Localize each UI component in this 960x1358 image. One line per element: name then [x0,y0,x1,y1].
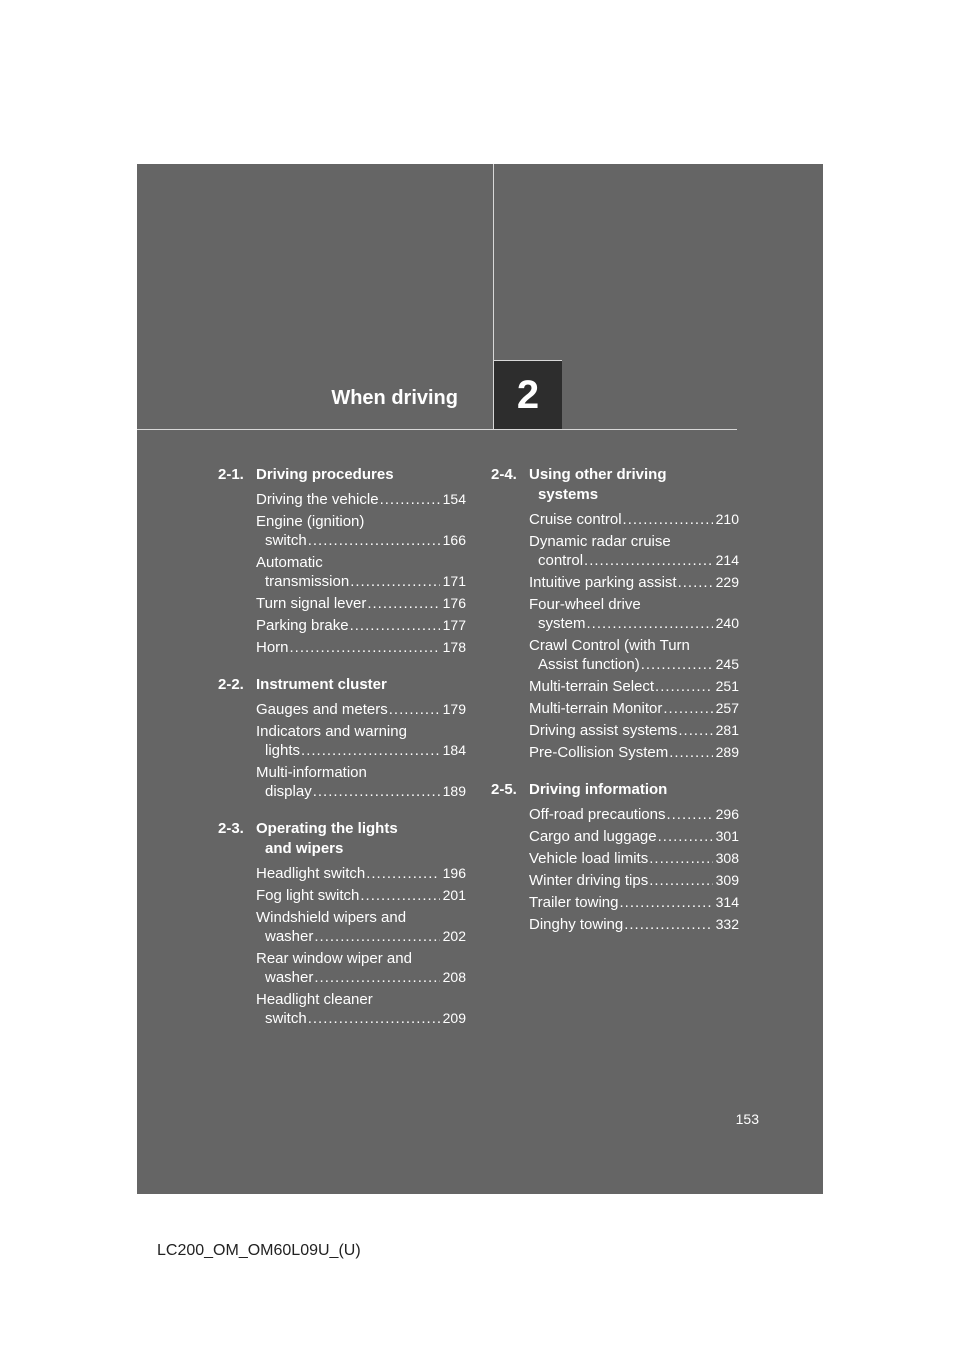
toc-column-right [491,465,741,952]
section-heading [218,675,468,695]
entry-page-number[interactable]: 240 [715,615,739,631]
toc-entry[interactable] [256,763,466,801]
entry-page-number[interactable]: 289 [715,744,739,760]
dot-leader [313,782,440,801]
entry-page-number[interactable]: 179 [442,701,466,717]
dot-leader [380,490,440,509]
toc-entry-row [256,886,466,905]
entry-title: Trailer towing [529,894,619,911]
toc-entry[interactable] [529,893,739,912]
dot-leader [678,721,712,740]
entry-title: Turn signal lever [256,595,367,612]
toc-entry-row [529,827,739,846]
entry-page-number[interactable]: 201 [442,887,466,903]
entry-title: Horn [256,639,289,656]
dot-leader [366,864,439,883]
toc-entry[interactable] [256,490,466,509]
toc-entry-row [256,616,466,635]
entry-page-number[interactable]: 184 [442,742,466,758]
toc-entry[interactable] [256,886,466,905]
section-title: Driving procedures [256,466,394,483]
toc-entry[interactable] [256,908,466,946]
entry-title: Automatic [256,554,323,571]
toc-entry-row [529,677,739,696]
toc-entry[interactable] [529,827,739,846]
section-number: 2-3. [218,820,244,837]
entry-title: switch [265,532,307,549]
entry-title: switch [265,1010,307,1027]
dot-leader [669,743,712,762]
toc-entry-row [256,927,466,946]
entry-title: Vehicle load limits [529,850,649,867]
dot-leader [624,915,712,934]
entry-title: transmission [265,573,350,590]
toc-entry-row [529,893,739,912]
toc-entry-row [529,573,739,592]
toc-entry-row [256,531,466,550]
toc-entry-row [256,490,466,509]
toc-entry-row [256,638,466,657]
entry-title: Multi-terrain Monitor [529,700,663,717]
entry-page-number[interactable]: 176 [442,595,466,611]
page-number: 153 [735,1111,759,1127]
dot-leader [678,573,713,592]
entry-title: Indicators and warning [256,723,407,740]
section-title: Driving information [529,781,668,798]
entry-title: Headlight cleaner [256,991,373,1008]
entry-title: Cargo and luggage [529,828,657,845]
dot-leader [623,510,713,529]
toc-entry[interactable] [256,990,466,1028]
toc-entry[interactable] [529,849,739,868]
entry-page-number[interactable]: 154 [442,491,466,507]
toc-entry[interactable] [256,594,466,613]
section-title: Operating the lights [256,820,398,837]
dot-leader [308,531,440,550]
section-heading [218,819,468,859]
entry-title: Gauges and meters [256,701,388,718]
entry-title: washer [265,928,314,945]
entry-title: Off-road precautions [529,806,666,823]
entry-page-number[interactable]: 296 [715,806,739,822]
toc-entry-row [529,699,739,718]
toc-section [491,465,741,762]
entry-page-number[interactable]: 209 [442,1010,466,1026]
toc-entry[interactable] [529,915,739,934]
section-heading [218,465,468,485]
toc-entry-row [529,510,739,529]
toc-entry[interactable] [529,595,739,633]
toc-entry[interactable] [529,636,739,674]
toc-entry[interactable] [529,743,739,762]
entry-title: Engine (ignition) [256,513,365,530]
entry-title: Intuitive parking assist [529,574,677,591]
divider-horizontal [137,429,737,430]
toc-section [218,819,468,1028]
dot-leader [641,655,713,674]
dot-leader [389,700,440,719]
dot-leader [649,871,712,890]
document-footer: LC200_OM_OM60L09U_(U) [157,1242,361,1259]
toc-section [218,675,468,801]
entry-page-number[interactable]: 308 [715,850,739,866]
chapter-number-tab: 2 [493,360,562,429]
entry-title: Crawl Control (with Turn [529,637,690,654]
toc-entry[interactable] [256,700,466,719]
toc-entry[interactable] [529,573,739,592]
dot-leader [658,827,713,846]
entry-title: Driving assist systems [529,722,678,739]
dot-leader [360,886,439,905]
entry-page-number[interactable]: 251 [715,678,739,694]
entry-title: Driving the vehicle [256,491,379,508]
dot-leader [666,805,712,824]
entry-page-number[interactable]: 177 [442,617,466,633]
toc-entry-row [529,551,739,570]
chapter-title: When driving [331,387,458,409]
toc-entry-row [256,968,466,987]
entry-page-number[interactable]: 257 [715,700,739,716]
section-number: 2-2. [218,676,244,693]
entry-page-number[interactable]: 171 [442,573,466,589]
entry-title: control [538,552,584,569]
toc-entry[interactable] [529,871,739,890]
toc-entry-row [529,721,739,740]
entry-page-number[interactable]: 166 [442,532,466,548]
entry-title: Dynamic radar cruise [529,533,671,550]
toc-entry[interactable] [256,616,466,635]
entry-title: display [265,783,312,800]
dot-leader [649,849,712,868]
dot-leader [301,741,440,760]
entry-page-number[interactable]: 314 [715,894,739,910]
entry-page-number[interactable]: 245 [715,656,739,672]
toc-section [218,465,468,657]
section-title: Instrument cluster [256,676,387,693]
toc-entry[interactable] [529,510,739,529]
entry-title: Cruise control [529,511,622,528]
entry-page-number[interactable]: 281 [715,722,739,738]
entry-page-number[interactable]: 214 [715,552,739,568]
toc-entry-row [529,655,739,674]
entry-page-number[interactable]: 229 [715,574,739,590]
toc-entry[interactable] [529,721,739,740]
section-heading [491,780,741,800]
entry-title: Assist function) [538,656,640,673]
entry-page-number[interactable]: 210 [715,511,739,527]
toc-entry[interactable] [529,805,739,824]
section-number: 2-1. [218,466,244,483]
entry-page-number[interactable]: 332 [715,916,739,932]
entry-title: Four-wheel drive [529,596,641,613]
toc-entry[interactable] [529,532,739,570]
entry-title: Multi-information [256,764,367,781]
toc-entry-row [256,1009,466,1028]
toc-section [491,780,741,934]
toc-entry-row [529,849,739,868]
toc-entry[interactable] [256,864,466,883]
toc-entry[interactable] [256,638,466,657]
entry-title: Rear window wiper and [256,950,412,967]
dot-leader [619,893,712,912]
dot-leader [350,572,439,591]
toc-entry-row [256,572,466,591]
toc-column-left [218,465,468,1046]
entry-page-number[interactable]: 178 [442,639,466,655]
toc-entry-row [529,805,739,824]
toc-entry-row [256,700,466,719]
toc-entry-row [256,864,466,883]
dot-leader [314,968,439,987]
toc-entry[interactable] [256,512,466,550]
dot-leader [663,699,712,718]
entry-page-number[interactable]: 301 [715,828,739,844]
toc-entry[interactable] [529,699,739,718]
section-number: 2-5. [491,781,517,798]
entry-title: Headlight switch [256,865,366,882]
dot-leader [367,594,439,613]
entry-page-number[interactable]: 202 [442,928,466,944]
entry-page-number[interactable]: 208 [442,969,466,985]
section-title: and wipers [265,840,344,857]
toc-entry-row [529,743,739,762]
toc-entry-row [529,915,739,934]
entry-page-number[interactable]: 309 [715,872,739,888]
section-heading [491,465,741,505]
section-number: 2-4. [491,466,517,483]
section-title: Using other driving [529,466,667,483]
entry-title: Pre-Collision System [529,744,669,761]
entry-title: Windshield wipers and [256,909,407,926]
entry-title: system [538,615,586,632]
toc-entry[interactable] [529,677,739,696]
toc-entry-row [256,594,466,613]
toc-entry[interactable] [256,722,466,760]
entry-title: washer [265,969,314,986]
entry-title: Dinghy towing [529,916,624,933]
dot-leader [308,1009,440,1028]
entry-page-number[interactable]: 196 [442,865,466,881]
chapter-panel [137,164,823,1194]
entry-title: Parking brake [256,617,349,634]
toc-entry[interactable] [256,949,466,987]
toc-entry-row [256,741,466,760]
section-title: systems [538,486,599,503]
dot-leader [290,638,440,657]
dot-leader [587,614,713,633]
dot-leader [314,927,439,946]
dot-leader [655,677,713,696]
toc-entry-row [529,614,739,633]
entry-page-number[interactable]: 189 [442,783,466,799]
entry-title: lights [265,742,301,759]
entry-title: Fog light switch [256,887,360,904]
dot-leader [584,551,713,570]
toc-entry-row [529,871,739,890]
dot-leader [350,616,440,635]
toc-entry[interactable] [256,553,466,591]
entry-title: Winter driving tips [529,872,649,889]
entry-title: Multi-terrain Select [529,678,655,695]
toc-entry-row [256,782,466,801]
